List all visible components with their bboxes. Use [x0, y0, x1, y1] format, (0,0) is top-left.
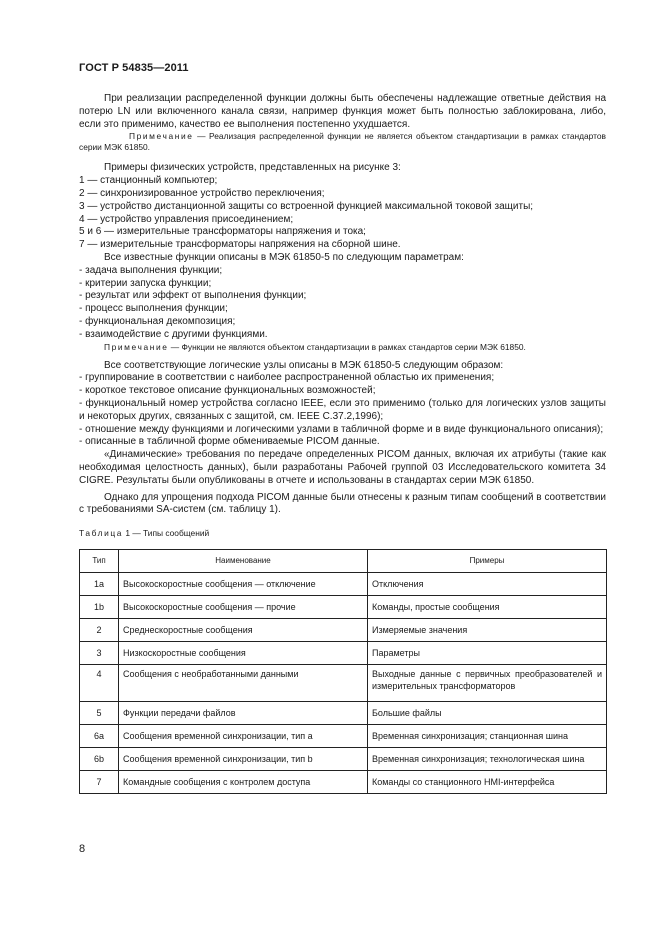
table-cell-examples: Отключения	[368, 572, 607, 595]
note-2-label: Примечание	[104, 341, 169, 352]
list-item: 2 — синхронизированное устройство переключения;	[79, 187, 325, 199]
table-row	[80, 770, 607, 793]
column-header-type: Тип	[80, 549, 119, 572]
list-item: - результат или эффект от выполнения функции;	[79, 290, 307, 302]
functions-list	[79, 265, 606, 342]
list-item: - группирование в соответствии с наиболее распространенной областью их применения;	[79, 372, 495, 384]
table-cell-examples: Временная синхронизация; технологическая шина	[368, 747, 607, 770]
paragraph-simplification: Однако для упрощения подхода PICOM данные были отнесены к разным типам сообщений в соответствии с требованиями SA-систем (см. таблицу 1).	[79, 491, 606, 516]
table-cell-name: Высокоскоростные сообщения — прочие	[119, 595, 368, 618]
note-2	[79, 342, 606, 353]
note-1-label: Примечание	[129, 131, 194, 142]
table-cell-examples: Команды со станционного HMI-интерфейса	[368, 770, 607, 793]
functions-intro: Все известные функции описаны в МЭК 61850-5 по следующим параметрам:	[104, 251, 464, 263]
list-item: 3 — устройство дистанционной защиты со встроенной функцией максимальной токовой защиты;	[79, 200, 534, 212]
list-item: - отношение между функциями и логическими узлами в табличной форме и в виде функционального описания);	[79, 423, 604, 435]
note-1-text: — Реализация распределенной функции не является объектом стандартизации в рамках стандартов серии МЭК 61850.	[79, 131, 606, 153]
table-cell-type: 1b	[80, 595, 119, 618]
nodes-list	[79, 372, 606, 449]
list-item: 5 и 6 — измерительные трансформаторы напряжения и тока;	[79, 226, 366, 238]
column-header-examples: Примеры	[368, 549, 607, 572]
table-cell-name: Сообщения временной синхронизации, тип a	[119, 724, 368, 747]
table-cell-name: Низкоскоростные сообщения	[119, 641, 368, 664]
table-cell-name: Высокоскоростные сообщения — отключение	[119, 572, 368, 595]
table-cell-name: Среднескоростные сообщения	[119, 618, 368, 641]
paragraph-dynamic-requirements: «Динамические» требования по передаче определенных PICOM данных, включая их атрибуты (такие как необходимая целостность данных), были разработаны Рабочей группой 03 Исследовательского комитета 34 CIGRE. Результаты были опубликованы в отчете и использованы в стандартах серии МЭК 61850.	[79, 449, 606, 486]
table-cell-examples: Временная синхронизация; станционная шина	[368, 724, 607, 747]
table-cell-type: 5	[80, 701, 119, 724]
table-cell-name: Функции передачи файлов	[119, 701, 368, 724]
table-cell-type: 6a	[80, 724, 119, 747]
list-item: - процесс выполнения функции;	[79, 303, 228, 315]
list-item: 4 — устройство управления присоединением;	[79, 213, 294, 225]
list-item: - функциональный номер устройства согласно IEEE, если это применимо (только для логических узлов защиты и некоторых других, связанных с защитой, см. IEEE C.37.2,1996);	[79, 397, 606, 422]
table-cell-examples: Выходные данные с первичных преобразователей и измерительных трансформаторов	[368, 664, 607, 701]
paragraph-distributed-function: При реализации распределенной функции должны быть обеспечены надлежащие ответные действия на потерю LN или включенного канала связи, например функция может быть полностью заблокирована, либо, если это применимо, качество ее выполнения постепенно ухудшается.	[79, 93, 606, 130]
list-item: 1 — станционный компьютер;	[79, 175, 218, 187]
table-cell-name: Сообщения временной синхронизации, тип b	[119, 747, 368, 770]
table-cell-name: Командные сообщения с контролем доступа	[119, 770, 368, 793]
table-row	[80, 595, 607, 618]
table-header-row	[80, 549, 607, 572]
table-row	[80, 618, 607, 641]
list-item: - короткое текстовое описание функциональных возможностей;	[79, 385, 376, 397]
list-item: - функциональная декомпозиция;	[79, 315, 236, 327]
table-cell-type: 3	[80, 641, 119, 664]
list-item: - взаимодействие с другими функциями.	[79, 328, 268, 340]
note-1	[79, 131, 606, 153]
list-item: - критерии запуска функции;	[79, 277, 212, 289]
table-row	[80, 664, 607, 701]
table-row	[80, 572, 607, 595]
table-cell-examples: Команды, простые сообщения	[368, 595, 607, 618]
table-cell-type: 1a	[80, 572, 119, 595]
nodes-intro: Все соответствующие логические узлы описаны в МЭК 61850-5 следующим образом:	[104, 359, 504, 371]
document-header: ГОСТ Р 54835—2011	[79, 62, 189, 74]
table-caption-label: Таблица	[79, 528, 124, 539]
table-cell-examples: Параметры	[368, 641, 607, 664]
document-body	[79, 93, 606, 794]
table-cell-type: 7	[80, 770, 119, 793]
list-item: 7 — измерительные трансформаторы напряжения на сборной шине.	[79, 239, 401, 251]
table-row	[80, 641, 607, 664]
table-caption	[79, 527, 606, 540]
table-cell-type: 2	[80, 618, 119, 641]
table-cell-name: Сообщения с необработанными данными	[119, 664, 368, 701]
message-types-table	[79, 549, 607, 794]
devices-list	[79, 175, 606, 252]
list-item: - описанные в табличной форме обмениваемые PICOM данные.	[79, 436, 380, 448]
column-header-name: Наименование	[119, 549, 368, 572]
table-row	[80, 701, 607, 724]
page-number: 8	[79, 843, 86, 855]
table-cell-type: 4	[80, 664, 119, 701]
note-2-text: — Функции не являются объектом стандартизации в рамках стандартов серии МЭК 61850.	[168, 341, 526, 352]
table-caption-text: 1 — Типы сообщений	[123, 528, 210, 539]
list-item: - задача выполнения функции;	[79, 264, 223, 276]
devices-intro: Примеры физических устройств, представленных на рисунке 3:	[104, 162, 401, 174]
table-row	[80, 747, 607, 770]
table-row	[80, 724, 607, 747]
table-cell-type: 6b	[80, 747, 119, 770]
table-cell-examples: Измеряемые значения	[368, 618, 607, 641]
table-cell-examples: Большие файлы	[368, 701, 607, 724]
